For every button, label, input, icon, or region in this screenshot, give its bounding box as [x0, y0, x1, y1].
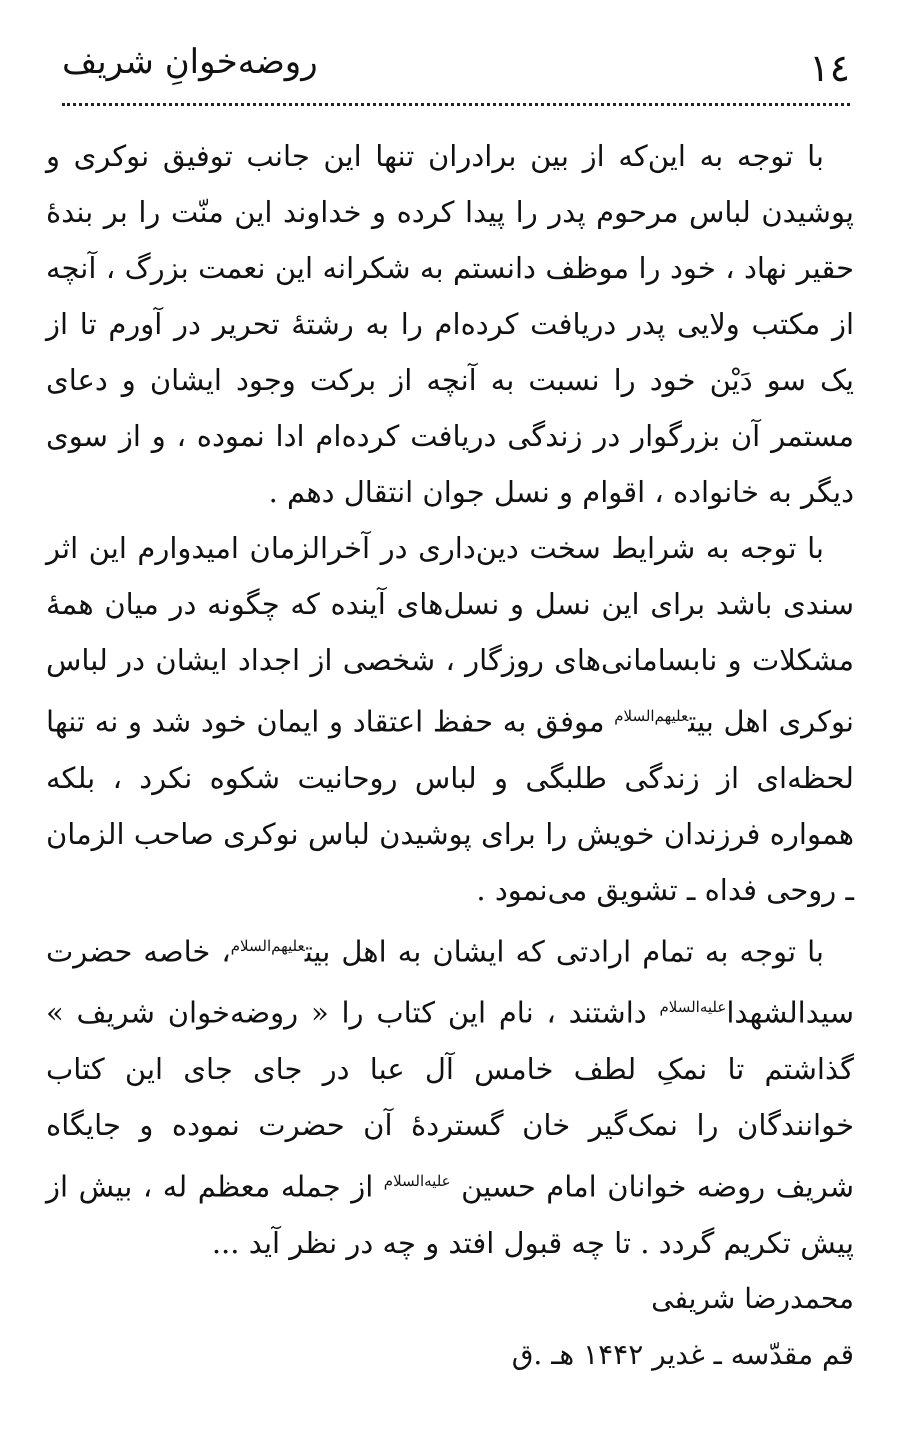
page-header — [62, 40, 850, 100]
place-date: قم مقدّسه ـ غدیر ۱۴۴۲ هـ .ق — [511, 1337, 854, 1371]
paragraph-3-text-b: ، خاصه حضرت سیدالشهدا — [46, 934, 854, 1030]
author-name: محمدرضا شریفی — [651, 1281, 854, 1315]
running-title: روضه‌خوانِ شریف — [62, 42, 318, 82]
paragraph-3-text-a: با توجه به تمام ارادتی که ایشان به اهل بیت — [304, 934, 824, 969]
body-text — [46, 128, 854, 1383]
honorific-mark: علیهم‌السلام — [614, 707, 689, 725]
honorific-mark: علیه‌السلام — [659, 998, 727, 1017]
paragraph-2-text-a: با توجه به شرایط سخت دین‌داری در آخرالزمان امیدوارم این اثر سندی باشد برای این نسل و نسل‌های آینده که چگونه در میان همهٔ مشکلات و نابسامانی‌های روزگار ، شخصی از اجداد ایشان در لباس نوکری اهل بیت — [46, 531, 855, 739]
paragraph-3 — [46, 918, 854, 1271]
paragraph-1-text: با توجه به این‌که از بین برادران تنها این جانب توفیق نوکری و پوشیدن لباس مرحوم پدر را پیدا کرده و خداوند این منّت را بر بندهٔ حقیر نهاد ، خود را موظف دانستم به شکرانه این نعمت بزرگ ، آنچه از مکتب ولایی پدر دریافت کرده‌ام را به رشتهٔ تحریر در آورم تا از یک سو دَیْن خود را نسبت به آنچه از برکت وجود ایشان و دعای مستمر آن بزرگوار در زندگی دریافت کرده‌ام ادا نموده ، و از سوی دیگر به خانواده ، اقوام و نسل جوان انتقال دهم . — [46, 139, 854, 509]
paragraph-2-text-b: موفق به حفظ اعتقاد و ایمان خود شد و نه تنها لحظه‌ای از زندگی طلبگی و لباس روحانیت شکوه نکرد ، بلکه همواره فرزندان خویش را برای پوشیدن لباس نوکری صاحب الزمان ـ روحی فداه ـ تشویق می‌نمود . — [46, 704, 854, 907]
honorific-mark: علیه‌السلام — [383, 1171, 451, 1190]
paragraph-3-text-c: داشتند ، نام این کتاب را « روضه‌خوان شریف » گذاشتم تا نمکِ لطف خامس آل عبا در جای جای این کتاب خوانندگان را نمک‌گیر خان گستردهٔ آن حضرت نموده و جایگاه شریف روضه خوانان امام حسین — [46, 995, 854, 1204]
header-divider — [62, 103, 850, 106]
paragraph-1 — [46, 128, 854, 520]
page-number: ١٤ — [809, 46, 850, 90]
paragraph-3-text-d: از جمله معظم له ، بیش از پیش تکریم گردد . تا چه قبول افتد و چه در نظر آید ... — [46, 1169, 854, 1260]
paragraph-2 — [46, 520, 854, 918]
honorific-mark: علیهم‌السلام — [230, 936, 305, 955]
